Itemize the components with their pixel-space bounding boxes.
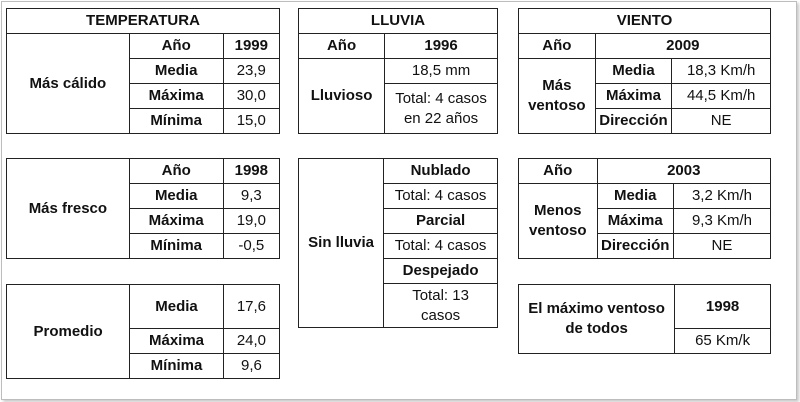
calido-label: Más cálido [7,34,130,134]
fresco-media-label: Media [129,184,223,209]
calido-maxima-label: Máxima [129,84,223,109]
menos-direccion-value: NE [673,234,770,259]
nublado-total: Total: 4 casos [384,184,498,209]
ventoso-media-label: Media [595,59,672,84]
sin-lluvia-table [298,158,498,328]
menos-maxima-value: 9,3 Km/h [673,209,770,234]
fresco-minima-value: -0,5 [223,234,279,259]
promedio-label: Promedio [7,285,130,379]
calido-media-label: Media [129,59,223,84]
maximo-year: 1998 [675,285,771,329]
despejado-total: Total: 13 casos [384,284,498,328]
temp-promedio-table [6,284,280,379]
ventoso-maxima-label: Máxima [595,84,672,109]
ventoso-maxima-value: 44,5 Km/h [672,84,771,109]
viento-title: VIENTO [519,9,771,34]
promedio-maxima-label: Máxima [130,329,224,354]
temp-fresco-table [6,158,280,259]
lluvioso-total: Total: 4 casos en 22 años [385,84,498,134]
fresco-year-label: Año [129,159,223,184]
lluvia-year: 1996 [385,34,498,59]
promedio-media-label: Media [130,285,224,329]
lluvia-year-label: Año [299,34,385,59]
parcial-total: Total: 4 casos [384,234,498,259]
fresco-maxima-label: Máxima [129,209,223,234]
promedio-minima-value: 9,6 [223,354,279,379]
temperatura-title: TEMPERATURA [7,9,280,34]
despejado-label: Despejado [384,259,498,284]
ventoso-media-value: 18,3 Km/h [672,59,771,84]
parcial-label: Parcial [384,209,498,234]
maximo-value: 65 Km/k [675,329,771,354]
lluvia-table [298,8,498,134]
ventoso-year-label: Año [519,34,596,59]
fresco-label: Más fresco [7,159,130,259]
menos-direccion-label: Dirección [597,234,673,259]
maximo-label: El máximo ventoso de todos [519,285,675,354]
menos-year-label: Año [519,159,598,184]
fresco-maxima-value: 19,0 [223,209,279,234]
ventoso-year: 2009 [595,34,770,59]
lluvioso-label: Lluvioso [299,59,385,134]
menos-media-value: 3,2 Km/h [673,184,770,209]
viento-ventoso-table [518,8,771,134]
promedio-minima-label: Mínima [130,354,224,379]
calido-minima-label: Mínima [129,109,223,134]
promedio-media-value: 17,6 [223,285,279,329]
nublado-label: Nublado [384,159,498,184]
viento-menos-table [518,158,771,259]
calido-year-label: Año [129,34,223,59]
ventoso-direccion-label: Dirección [595,109,672,134]
ventoso-direccion-value: NE [672,109,771,134]
calido-year: 1999 [223,34,279,59]
menos-year: 2003 [597,159,771,184]
calido-minima-value: 15,0 [223,109,279,134]
viento-maximo-table [518,284,771,354]
menos-media-label: Media [597,184,673,209]
promedio-maxima-value: 24,0 [223,329,279,354]
fresco-minima-label: Mínima [129,234,223,259]
calido-maxima-value: 30,0 [223,84,279,109]
calido-media-value: 23,9 [223,59,279,84]
fresco-year: 1998 [223,159,279,184]
lluvia-title: LLUVIA [299,9,498,34]
sin-lluvia-label: Sin lluvia [299,159,384,328]
menos-maxima-label: Máxima [597,209,673,234]
temp-calido-table [6,8,280,134]
menos-label: Menos ventoso [519,184,598,259]
lluvioso-mm: 18,5 mm [385,59,498,84]
fresco-media-value: 9,3 [223,184,279,209]
ventoso-label: Más ventoso [519,59,596,134]
